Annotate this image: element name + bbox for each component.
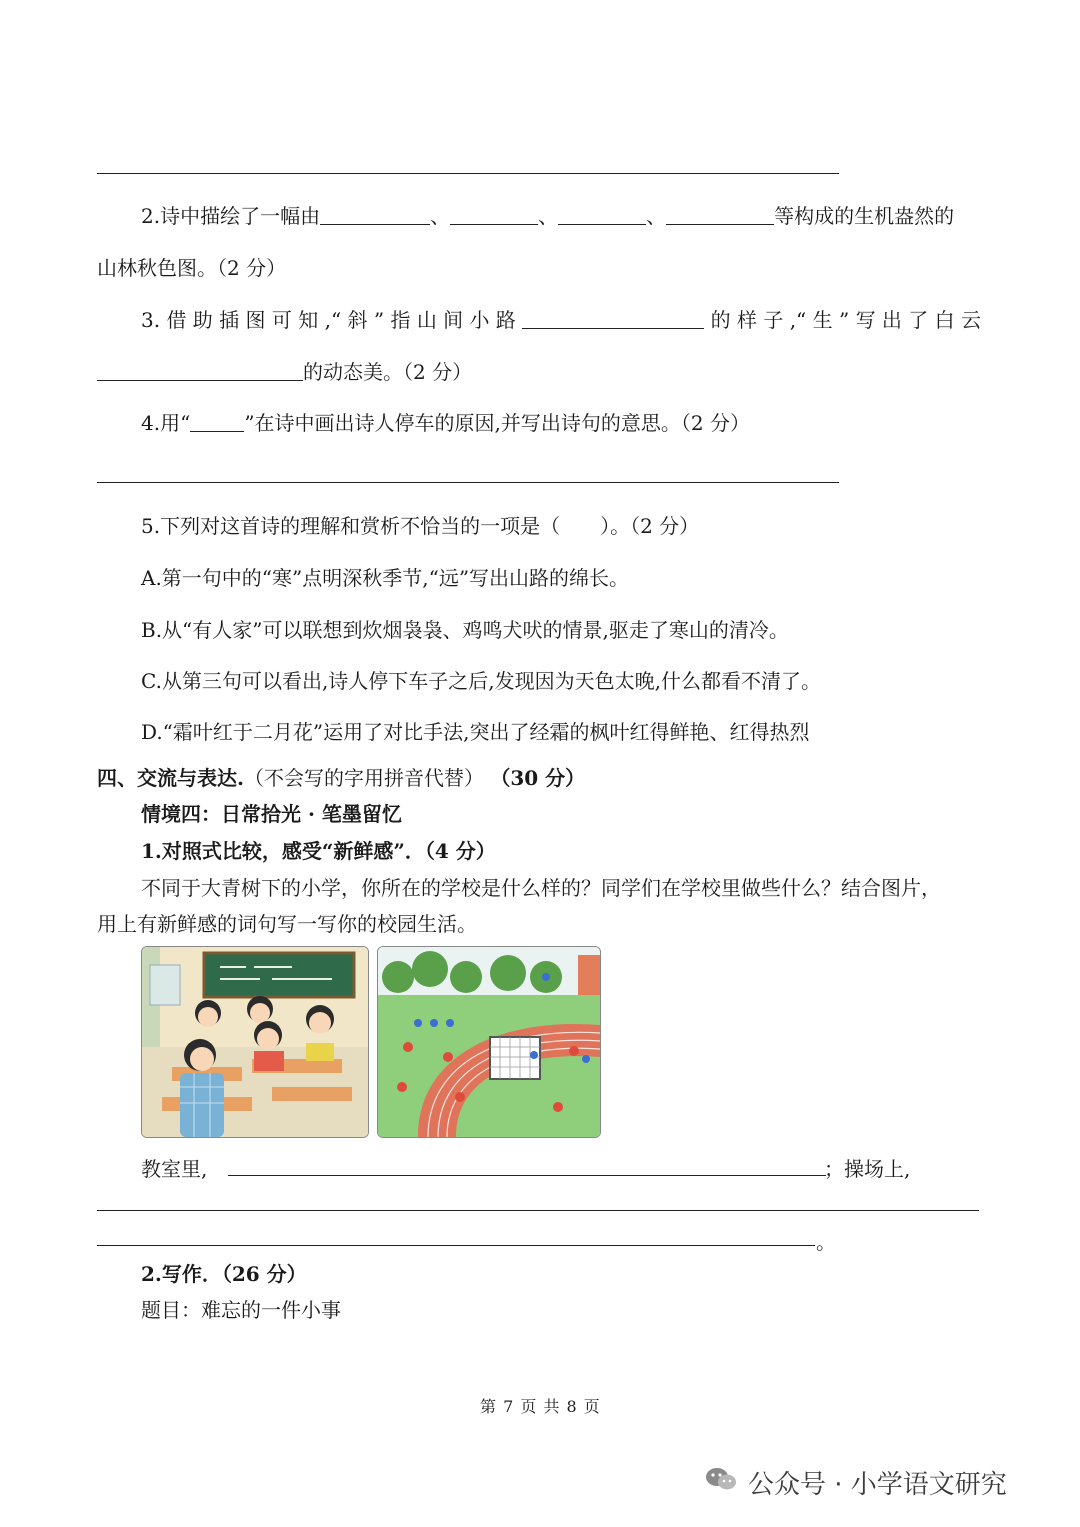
question-5: 5.下列对这首诗的理解和赏析不恰当的一项是（ ）。（2 分） bbox=[141, 514, 700, 538]
section-note: （不会写的字用拼音代替） bbox=[243, 766, 484, 790]
separator: 、 bbox=[646, 204, 667, 228]
task-1-title: 1.对照式比较，感受“新鲜感”．（4 分） bbox=[141, 839, 496, 863]
blank bbox=[522, 308, 704, 329]
question-3-line2 bbox=[97, 356, 472, 385]
q3-line2-text: 的动态美。（2 分） bbox=[303, 360, 473, 384]
blank bbox=[666, 204, 774, 225]
blank bbox=[97, 360, 303, 381]
classroom-illustration bbox=[141, 946, 369, 1138]
answer-line bbox=[97, 482, 839, 483]
q2-suffix: 等构成的生机盎然的 bbox=[774, 204, 955, 228]
q2-prefix: 2.诗中描绘了一幅由 bbox=[141, 204, 321, 228]
option-a: A.第一句中的“寒”点明深秋季节,“远”写出山路的绵长。 bbox=[141, 566, 630, 590]
option-b: B.从“有人家”可以联想到炊烟袅袅、鸡鸣犬吠的情景,驱走了寒山的清冷。 bbox=[141, 618, 789, 642]
section-score: （30 分） bbox=[490, 766, 586, 790]
situation-title: 情境四：日常拾光 · 笔墨留忆 bbox=[141, 802, 402, 826]
question-2 bbox=[141, 200, 954, 229]
separator: 、 bbox=[538, 204, 559, 228]
playground-label: ；操场上, bbox=[824, 1157, 911, 1181]
separator: 、 bbox=[430, 204, 451, 228]
task-2-topic: 题目：难忘的一件小事 bbox=[141, 1298, 341, 1322]
question-2-line2: 山林秋色图。（2 分） bbox=[97, 256, 287, 280]
option-d: D.“霜叶红于二月花”运用了对比手法,突出了经霜的枫叶红得鲜艳、红得热烈 bbox=[141, 720, 810, 744]
classroom-fill bbox=[141, 1153, 207, 1182]
answer-line bbox=[97, 1210, 979, 1211]
blank bbox=[558, 204, 646, 225]
section-4-heading bbox=[97, 762, 585, 791]
task-1-prompt-line2: 用上有新鲜感的词句写一写你的校园生活。 bbox=[97, 912, 477, 936]
q3-part1: 3. 借 助 插 图 可 知 ,“ 斜 ” 指 山 间 小 路 bbox=[141, 308, 516, 332]
wechat-icon bbox=[704, 1466, 738, 1499]
answer-line bbox=[228, 1175, 826, 1176]
blank bbox=[320, 204, 430, 225]
q4-suffix: ”在诗中画出诗人停车的原因,并写出诗句的意思。（2 分） bbox=[244, 411, 750, 435]
question-4 bbox=[141, 407, 750, 436]
q3-part2: 的 样 子 ,“ 生 ” 写 出 了 白 云 bbox=[710, 308, 982, 332]
answer-line bbox=[97, 1245, 815, 1246]
watermark bbox=[704, 1464, 1007, 1501]
option-c: C.从第三句可以看出,诗人停下车子之后,发现因为天色太晚,什么都看不清了。 bbox=[141, 669, 822, 693]
end-mark: 。 bbox=[816, 1230, 836, 1254]
page-number: 第 7 页 共 8 页 bbox=[480, 1397, 601, 1416]
question-3 bbox=[141, 304, 981, 333]
task-2-title: 2.写作．（26 分） bbox=[141, 1262, 307, 1286]
blank bbox=[190, 411, 244, 432]
q4-prefix: 4.用“ bbox=[141, 411, 191, 435]
answer-line bbox=[97, 173, 839, 174]
task-1-prompt-line1: 不同于大青树下的小学，你所在的学校是什么样的？同学们在学校里做些什么？结合图片， bbox=[141, 876, 941, 900]
blank bbox=[450, 204, 538, 225]
classroom-label: 教室里, bbox=[141, 1157, 208, 1181]
playground-illustration bbox=[377, 946, 601, 1138]
section-title: 四、交流与表达. bbox=[97, 766, 244, 790]
watermark-text: 公众号 · 小学语文研究 bbox=[748, 1470, 1007, 1500]
